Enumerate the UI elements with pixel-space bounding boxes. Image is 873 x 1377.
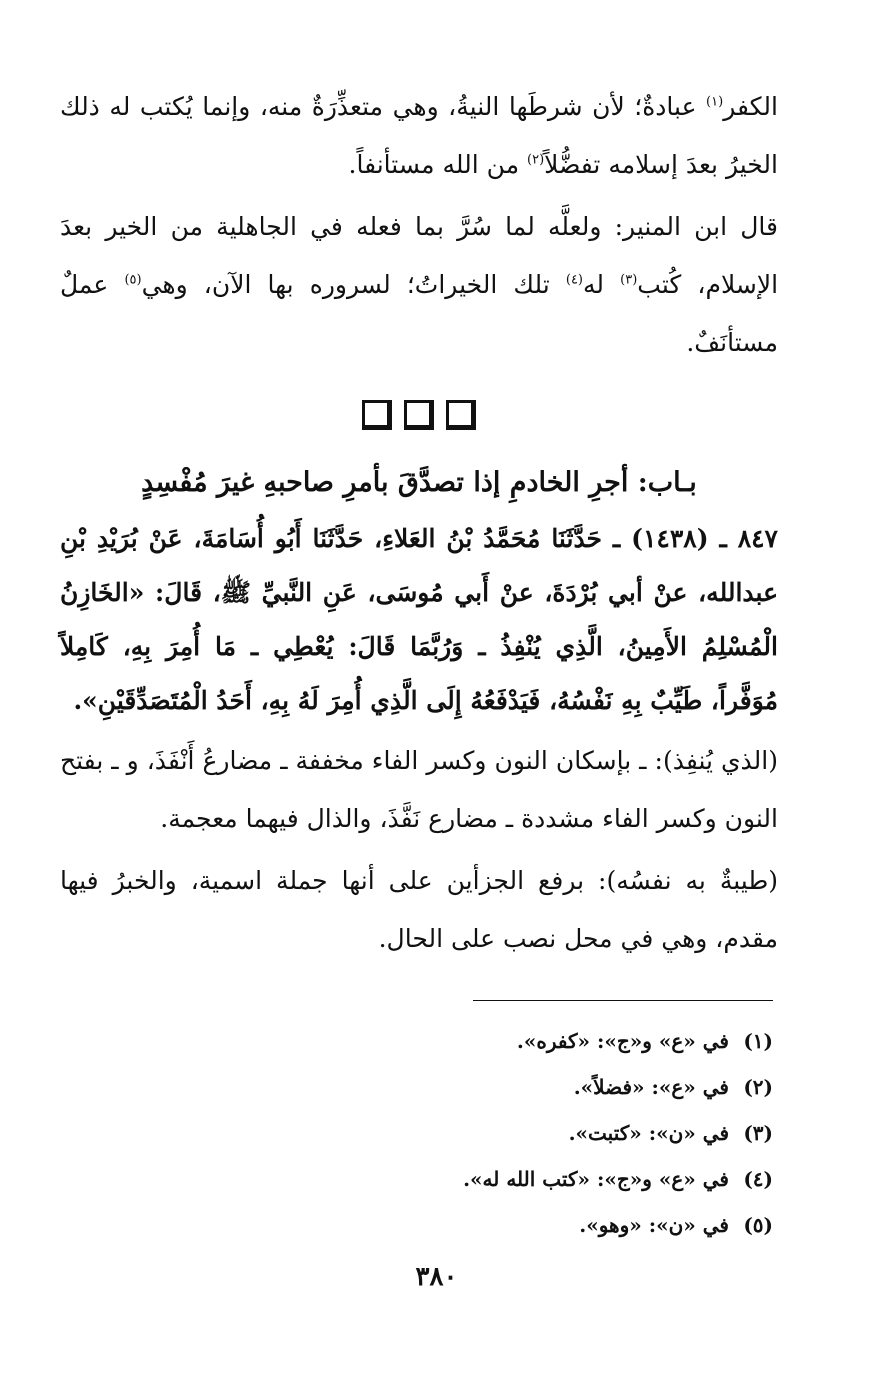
footnote-ref-1[interactable]: (١): [706, 94, 724, 110]
paragraph-1: [60, 78, 778, 194]
section-separator: [60, 400, 778, 440]
footnote-divider: [473, 1000, 773, 1001]
footnote-number: (٤): [743, 1167, 773, 1191]
chapter-heading: [60, 458, 778, 508]
footnote-ref-5[interactable]: (٥): [124, 272, 142, 288]
footnote-item: [173, 1110, 773, 1156]
page-body: [60, 78, 778, 968]
square-ornament-icon: [404, 400, 434, 430]
footnote-item: [173, 1064, 773, 1110]
text-run: قال ابن المنير: ولعلَّه لما سُرَّ بما فعله في الجاهلية من الخير بعدَ الإسلام، كُتب: [60, 212, 779, 299]
page-number: ٣٨٠: [415, 1262, 458, 1292]
footnote-item: [173, 1202, 773, 1248]
text-run: من الله مستأنفاً.: [348, 150, 528, 179]
paragraph-2: [60, 198, 778, 372]
footnote-text: في «ع» و«ج»: «كتب الله له».: [463, 1167, 729, 1191]
square-ornament-icon: [446, 400, 476, 430]
footnote-text: في «ع»: «فضلاً».: [573, 1075, 729, 1099]
footnote-text: في «ن»: «كتبت».: [568, 1121, 729, 1145]
footnote-number: (٥): [743, 1213, 773, 1237]
paragraph-4: (طيبةٌ به نفسُه): برفع الجزأين على أنها جملة اسمية، والخبرُ فيها مقدم، وهي في محل نصب على الحال.: [60, 866, 778, 953]
footnote-ref-2[interactable]: (٢): [527, 152, 545, 168]
square-ornament-icon: [362, 400, 392, 430]
paragraph-3: (الذي يُنفِذ): ـ بإسكان النون وكسر الفاء مخففة ـ مضارعُ أَنْفَذَ، و ـ بفتح النون وكسر الفاء مشددة ـ مضارع نَفَّذَ، والذال فيهما معجمة.: [60, 746, 778, 833]
chapter-title: أجرِ الخادمِ إذا تصدَّقَ بأمرِ صاحبهِ غيرَ مُفْسِدٍ: [141, 467, 638, 498]
footnote-ref-4[interactable]: (٤): [565, 272, 583, 288]
text-run: تلك الخيراتُ؛ لسروره بها الآن، وهي: [141, 270, 566, 299]
hadith-text: ٨٤٧ ـ (١٤٣٨) ـ حَدَّثَنَا مُحَمَّدُ بْنُ العَلاءِ، حَدَّثَنَا أَبُو أُسَامَةَ، عَنْ بُرَيْدِ بْنِ عبدالله، عنْ أبي بُرْدَةَ، عنْ أَبي مُوسَى، عَنِ النَّبيِّ ﷺ، قَالَ: «الخَازِنُ الْمُسْلِمُ الأَمِينُ، الَّذِي يُنْفِذُ ـ وَرُبَّمَا قَالَ: يُعْطِي ـ مَا أُمِرَ بِهِ، كَامِلاً مُوَفَّراً، طَيِّبٌ بِهِ نَفْسُهُ، فَيَدْفَعُهُ إِلَى الَّذِي أُمِرَ لَهُ بِهِ، أَحَدُ الْمُتَصَدِّقَيْنِ».: [60, 524, 778, 715]
footnote-number: (١): [743, 1029, 773, 1053]
text-run: له: [583, 270, 621, 299]
footnote-item: [173, 1018, 773, 1064]
footnote-number: (٢): [743, 1075, 773, 1099]
text-run: عملٌ مستأنَفٌ.: [60, 270, 778, 357]
footnotes: [173, 1018, 773, 1248]
footnote-item: [173, 1156, 773, 1202]
text-run: الكفر: [723, 92, 778, 121]
footnote-number: (٣): [743, 1121, 773, 1145]
chapter-label: بـاب:: [637, 467, 697, 498]
footnote-text: في «ع» و«ج»: «كفره».: [516, 1029, 729, 1053]
text-run: عبادةٌ؛ لأن شرطَها النيةُ، وهي متعذِّرَةٌ منه، وإنما يُكتب له ذلك الخيرُ بعدَ إسلامه تفضُّلاً: [60, 92, 778, 179]
footnote-text: في «ن»: «وهو».: [579, 1213, 729, 1237]
footnote-ref-3[interactable]: (٣): [620, 272, 638, 288]
